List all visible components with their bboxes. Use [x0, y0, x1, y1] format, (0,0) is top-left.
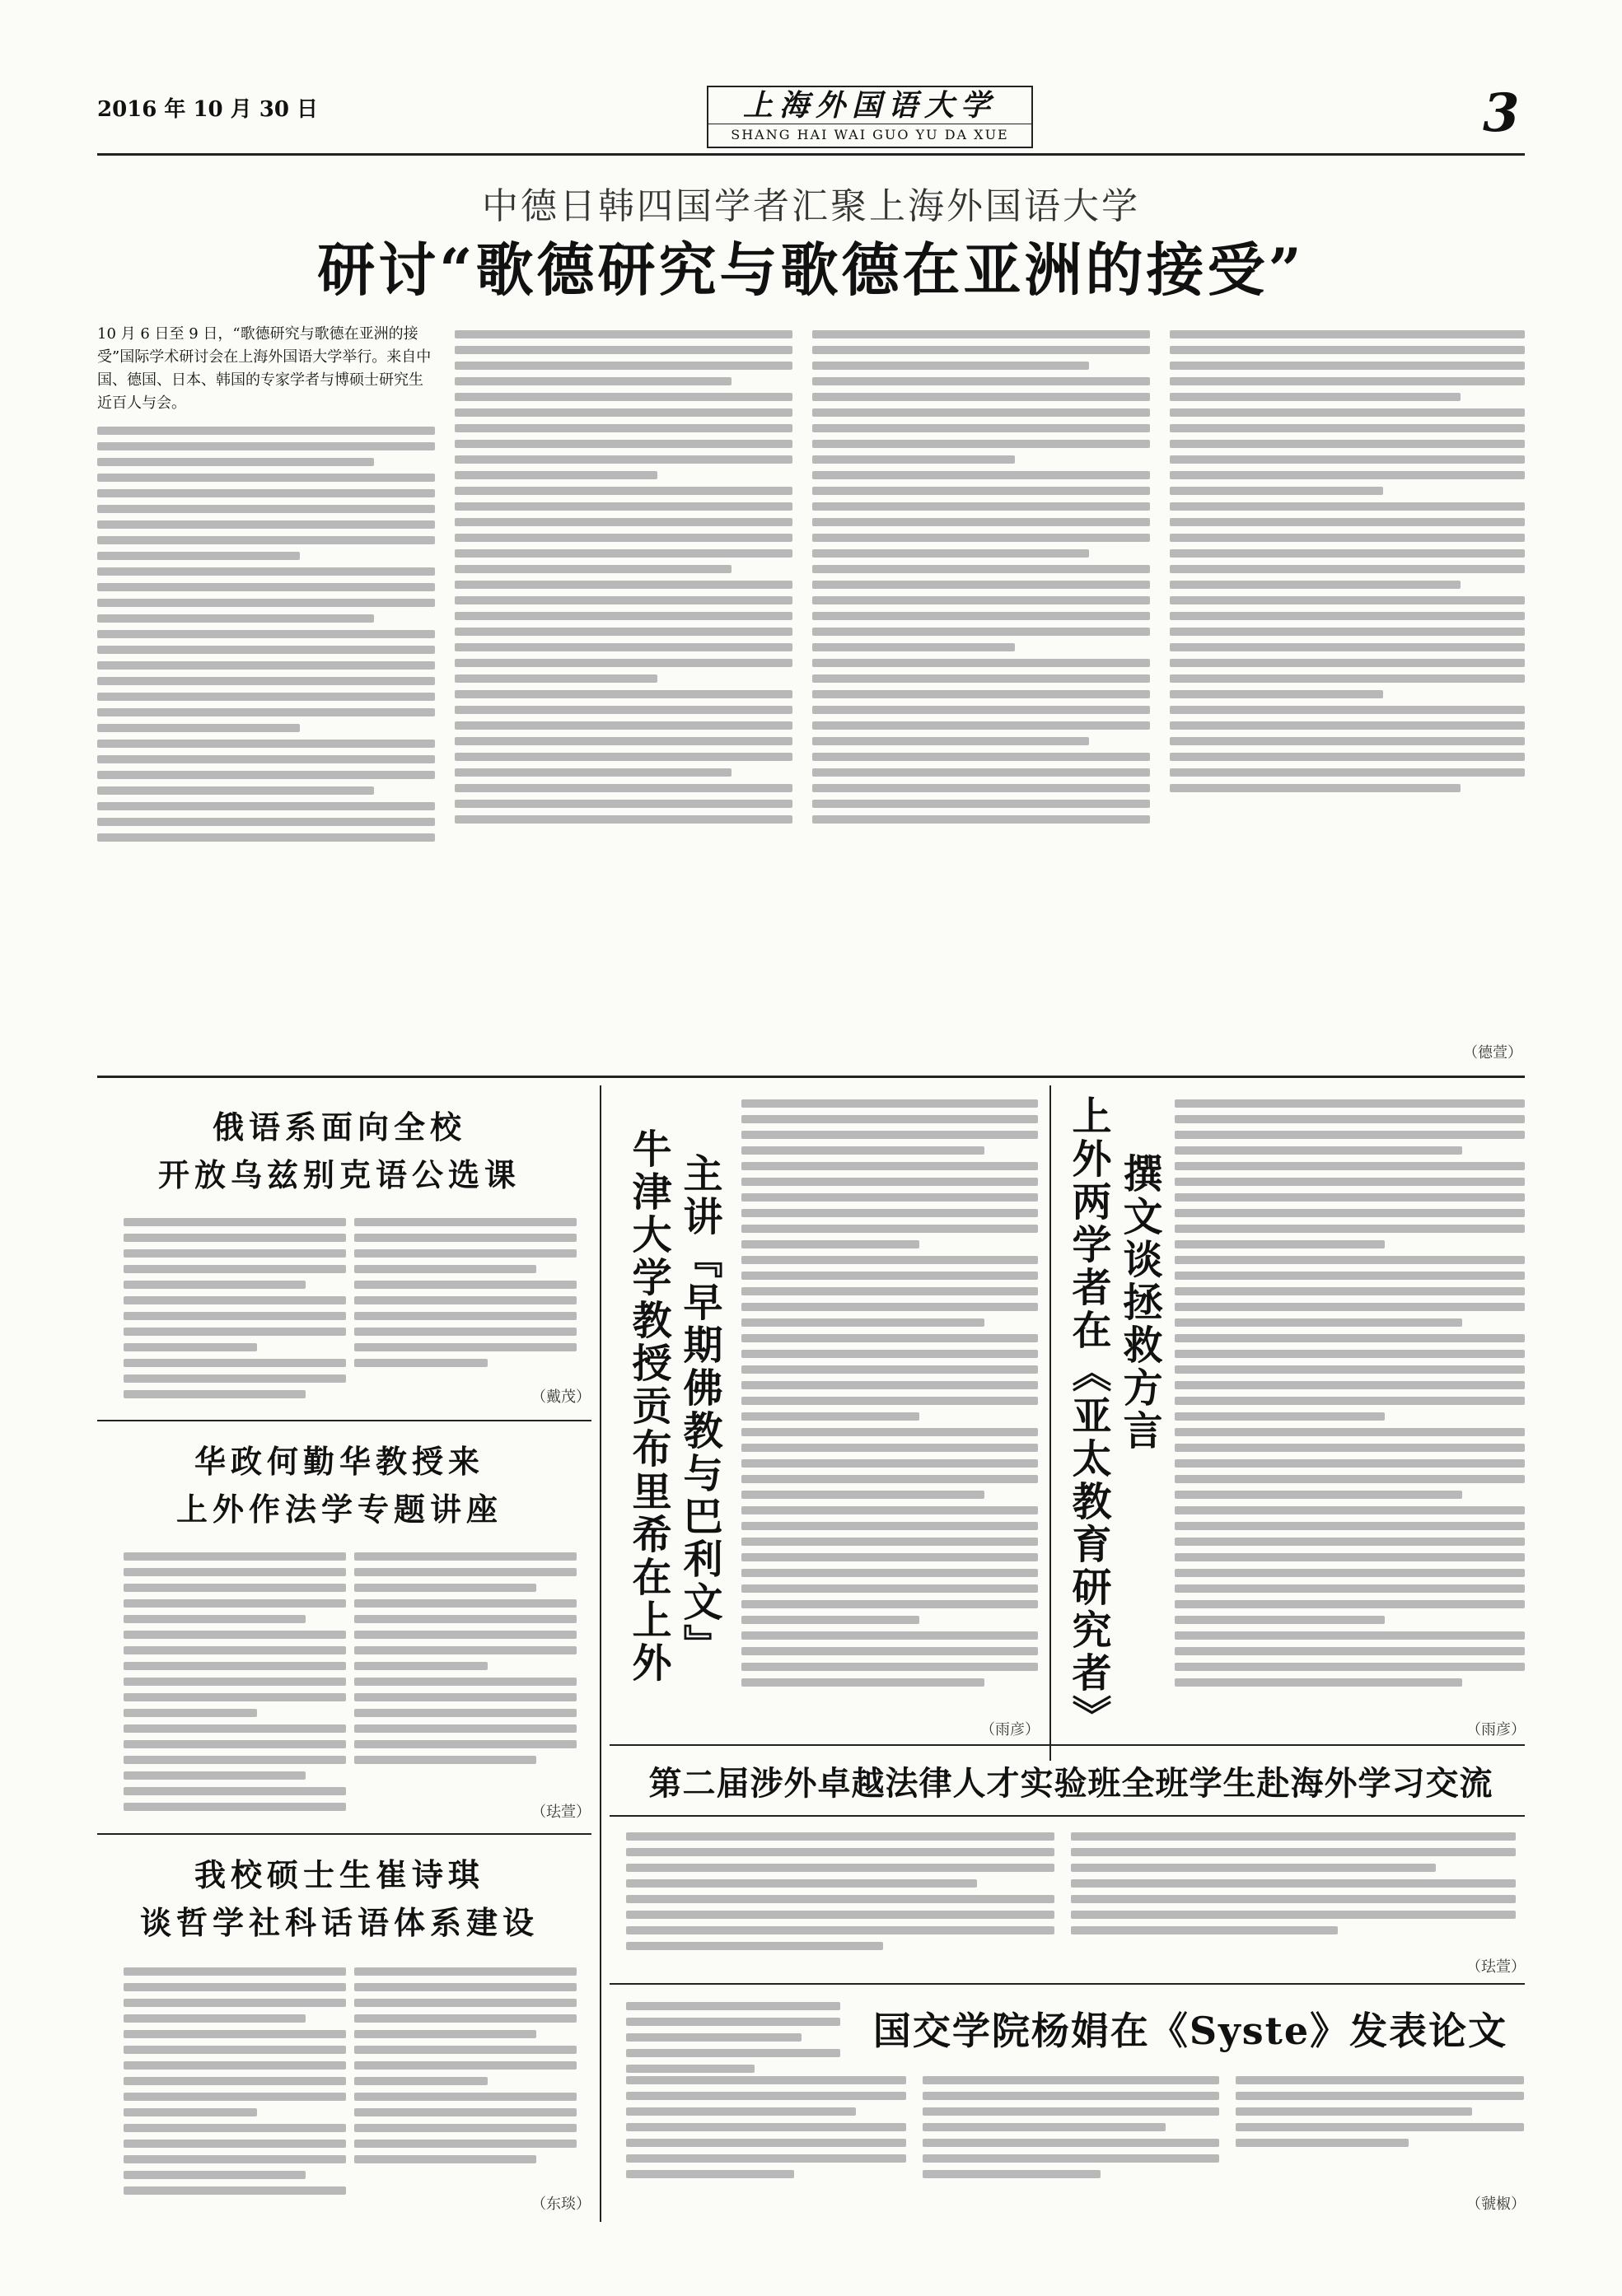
oxford-headline-left: 主讲『早期佛教与巴利文』	[676, 1153, 722, 1667]
dialect-headline-left: 撰文谈拯救方言	[1116, 1153, 1162, 1453]
law-body-col-2	[354, 1545, 577, 1825]
exchange-headline: 第二届涉外卓越法律人才实验班全班学生赴海外学习交流	[648, 1764, 1493, 1803]
dialect-body	[1175, 1092, 1525, 1718]
philosophy-body-col-2	[354, 1960, 577, 2207]
russian-headline-line-2: 开放乌兹别克语公选课	[157, 1156, 521, 1193]
syste-body-col-2	[923, 2069, 1219, 2217]
law-signoff: （珐萱）	[531, 1804, 591, 1821]
middle-divider	[1049, 1085, 1051, 1761]
exchange-signoff: （珐萱）	[1466, 1958, 1526, 1976]
law-headline-line-2: 上外作法学专题讲座	[175, 1491, 502, 1528]
exchange-top-rule	[610, 1744, 1525, 1746]
lead-signoff: （德萱）	[1463, 1044, 1522, 1062]
philosophy-headline	[97, 1851, 582, 1947]
russian-headline-line-1: 俄语系面向全校	[212, 1108, 466, 1146]
lead-opening-paragraph: 10 月 6 日至 9 日，“歌德研究与歌德在亚洲的接受”国际学术研讨会在上海外国语大学举行。来自中国、德国、日本、韩国的专家学者与博硕士研究生近百人与会。	[97, 325, 432, 412]
philosophy-headline-line-1: 我校硕士生崔诗琪	[194, 1856, 484, 1893]
syste-headline: 国交学院杨娟在《Syste》发表论文	[872, 2009, 1508, 2053]
masthead-pinyin: SHANG HAI WAI GUO YU DA XUE	[708, 124, 1031, 146]
law-rule	[97, 1833, 591, 1835]
russian-headline	[97, 1104, 582, 1199]
law-body-col-1	[124, 1545, 346, 1825]
syste-top-rule	[610, 1983, 1525, 1985]
lead-column-3	[812, 323, 1150, 1064]
russian-body-col-2	[354, 1211, 577, 1408]
russian-body-col-1	[124, 1211, 346, 1408]
lead-column-2	[455, 323, 792, 1064]
exchange-headline-rule	[610, 1815, 1525, 1817]
oxford-body	[741, 1092, 1038, 1718]
philosophy-body-col-1	[124, 1960, 346, 2207]
syste-signoff: （虢椒）	[1466, 2196, 1526, 2213]
russian-rule	[97, 1420, 591, 1421]
oxford-signoff: （雨彦）	[980, 1721, 1040, 1738]
masthead	[707, 86, 1033, 148]
russian-signoff: （戴茂）	[531, 1388, 591, 1406]
dialect-signoff: （雨彦）	[1466, 1721, 1526, 1738]
oxford-headline-right: 牛津大学教授贡布里希在上外	[625, 1128, 671, 1685]
header-rule	[97, 153, 1525, 156]
lead-bottom-rule	[97, 1076, 1525, 1078]
exchange-body-col-2	[1071, 1825, 1516, 1981]
law-headline-line-1: 华政何勤华教授来	[194, 1443, 484, 1480]
page-number: 3	[1483, 82, 1520, 144]
issue-date: 2016 年 10 月 30 日	[97, 97, 318, 122]
masthead-title: 上海外国语大学	[742, 88, 997, 123]
philosophy-headline-line-2: 谈哲学社科话语体系建设	[139, 1904, 539, 1941]
dialect-headline-right: 上外两学者在《亚太教育研究者》	[1065, 1095, 1111, 1738]
law-headline	[97, 1438, 582, 1533]
syste-body-col-1	[626, 2069, 906, 2217]
lead-column-4	[1170, 323, 1525, 1064]
exchange-body-col-1	[626, 1825, 1054, 1981]
syste-body-col-3	[1236, 2069, 1524, 2192]
philosophy-signoff: （东琰）	[531, 2196, 591, 2213]
left-column-divider	[600, 1085, 601, 2222]
lead-column-1	[97, 323, 435, 1064]
lead-title: 研讨“歌德研究与歌德在亚洲的接受”	[317, 236, 1305, 304]
lead-kicker: 中德日韩四国学者汇聚上海外国语大学	[482, 185, 1140, 227]
